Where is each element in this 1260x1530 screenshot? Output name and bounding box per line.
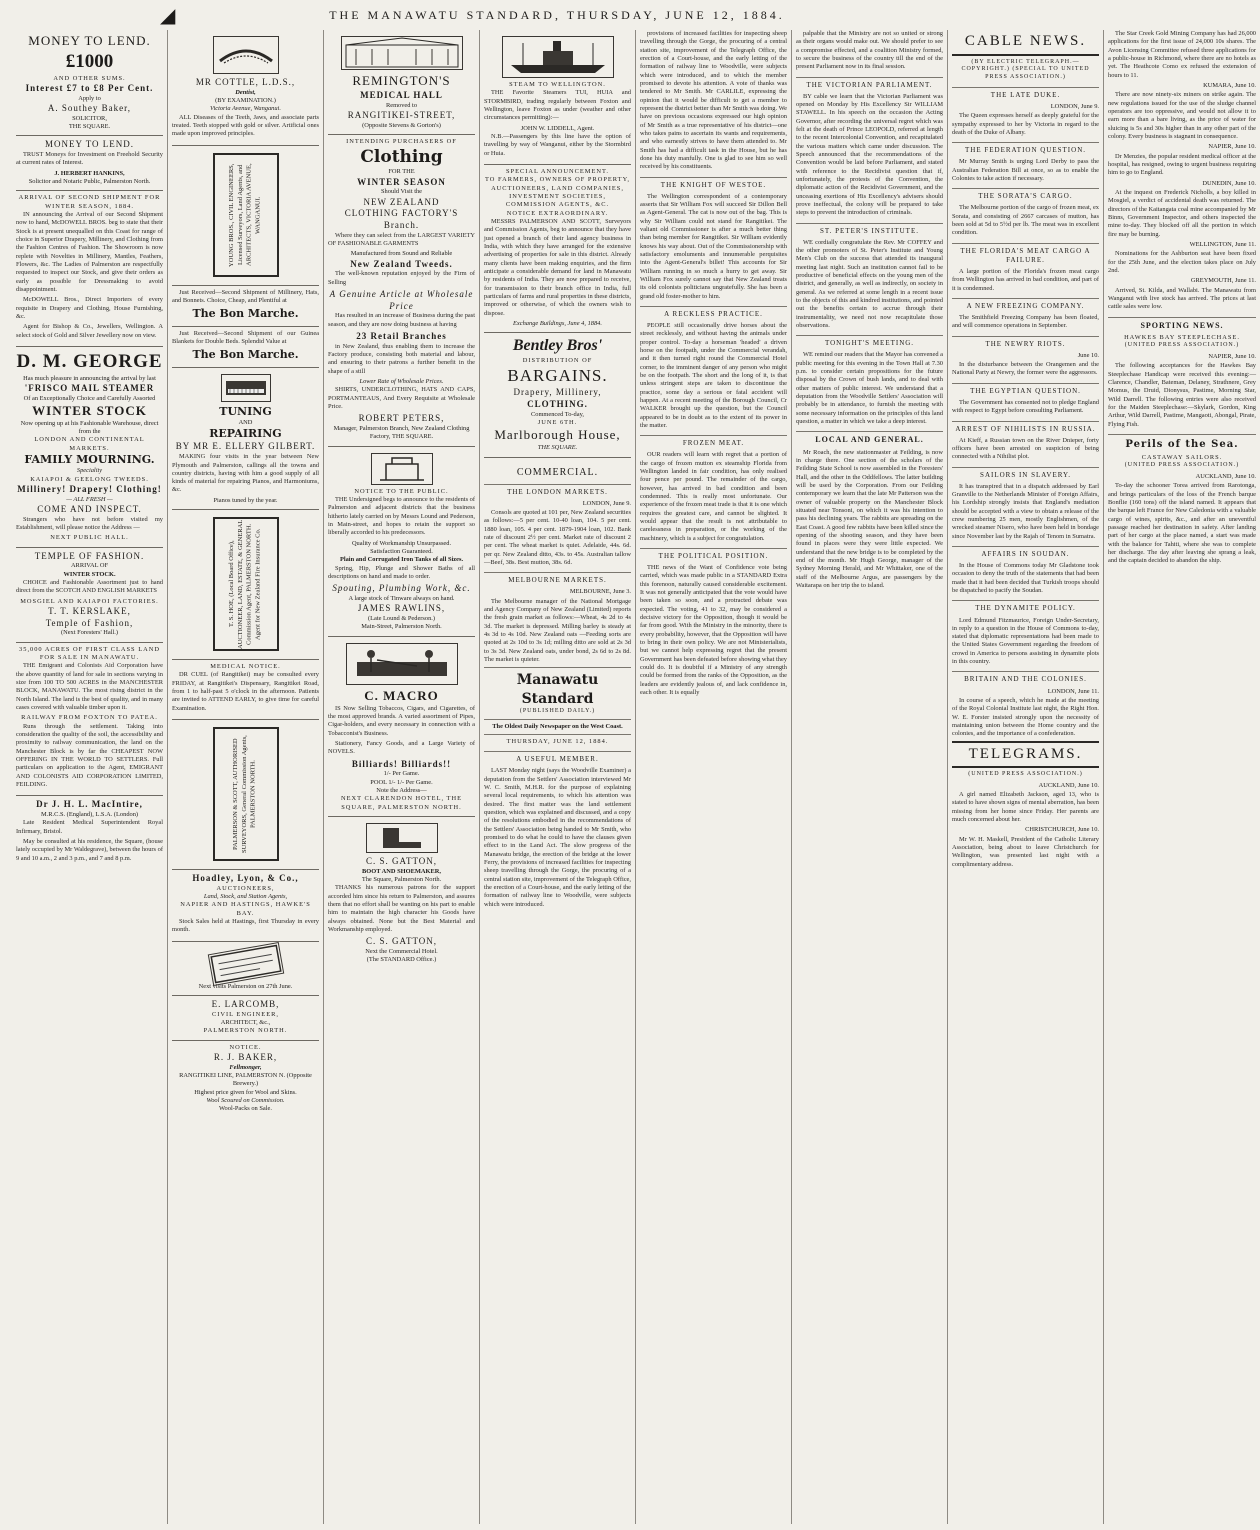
ad-notice-body: THE Undersigned begs to announce to the residents of Palmerston and adjacent districts that the business hitherto lately carried on by Messrs Lound and Pederson, in Main-street, and hopes to retain the support so liberally accorded to his predecessors.	[328, 496, 475, 537]
ad-billiards: Billiards! Billiards!!	[351, 758, 452, 769]
ad-name: C. MACRO	[364, 687, 439, 703]
frozen-meat-heading: FROZEN MEAT.	[640, 435, 787, 448]
commercial-heading: COMMERCIAL.	[516, 466, 599, 478]
tinware-illustration-icon	[371, 453, 433, 485]
ad-name: MR COTTLE, L.D.S.,	[195, 77, 296, 87]
column-2	[168, 30, 324, 1524]
sorata-heading: THE SORATA'S CARGO.	[952, 188, 1099, 201]
column-5	[636, 30, 792, 1524]
nihilists-heading: ARREST OF NIHILISTS IN RUSSIA.	[952, 421, 1099, 434]
ad-text: T. S. HOE, (Local Board Office), AUCTIONEER, LAND, ESTATE, & GENERAL Commission Agent, PALMERSTON NORTH. Agent for New Zealand Fire Insurance Co.	[227, 519, 262, 649]
greymouth-dateline: GREYMOUTH, June 11.	[1190, 277, 1256, 285]
ad-address: The Square, Palmerston North.	[361, 875, 442, 883]
published-daily: (PUBLISHED DAILY.)	[519, 707, 596, 714]
ad-name: BY MR E. ELLERY GILBERT.	[175, 441, 316, 452]
ad-where: Where they can select from the LARGEST VARIETY OF FASHIONABLE GARMENTS	[328, 231, 475, 248]
newry-dateline: June 10.	[1077, 351, 1099, 359]
ad-winter-stock: WINTER STOCK	[32, 402, 147, 418]
ad-steamers	[484, 30, 631, 165]
ad-name: The Bon Marche.	[192, 348, 299, 362]
castaway-body: To-day the schooner Torea arrived from Rarotonga, and brings particulars of the loss of the French barque Bonflie (160 tons) off the island named. It appears that the barque left France for New Caledonia with a valuable cargo of wines, spirits, &c., and after an uneventful passage reached her destination in safety. After landing part of her cargo at the place named, a start was made with the balance for Tahiti, where she was to complete her discharge. The day after leaving she sprang a leak, and the captain decided to abandon the ship.	[1108, 482, 1256, 565]
useful-member-heading: A USEFUL MEMBER.	[484, 751, 631, 764]
column-1	[12, 30, 168, 1524]
britain-dateline: LONDON, June 11.	[1047, 687, 1099, 695]
reckless-practice-body: PEOPLE still occasionally drive horses about the street recklessly, and without having the animals under proper control. To-day a horseman 'headed' a driven horse on the footpath, under the Commercial verandah, and it then turned right round the Commercial Hotel corner, to the imminent danger of any person who might be on the footpath. The short and the long of it, is that unless stringent steps are taken to discontinue the practice, some day a serious or fatal accident will happen. At a recent meeting of the Borough Council, Cr WALKER brought up the question, but the Council appeared to be in doubt as to the extent of its power in the matter.	[640, 322, 787, 429]
ad-subtitle: AND OTHER SUMS.	[53, 74, 126, 82]
ad-land-sale	[16, 643, 163, 797]
knight-of-westoe-body: The Wellington correspondent of a contemporary asserts that Sir William Fox will succeed Sir Dillon Bell as Agent-General. The cat is now out of the bag. This is why Sir William could not stand for Rangitikei. The valiant old Commissioner is after a much better thing than being member for Rangitikei. Sir William evidently knows his way about. Out of the Commissionership with satisfactory emoluments and innumerable perquisites into the Agent-General's billet! This accounts for Sir William running in so much a hurry to get away. Sir William Fox surely cannot say that New Zealand treats its old colonists politicians ungratefully. She has been a grand old foster-mother to him.	[640, 192, 787, 300]
local-general-heading: LOCAL AND GENERAL.	[796, 431, 943, 445]
ad-family-mourning: FAMILY MOURNING.	[24, 453, 155, 467]
cable-news-subheading: (BY ELECTRIC TELEGRAPH.—COPYRIGHT.) (SPECIAL TO UNITED PRESS ASSOCIATION.)	[961, 58, 1090, 81]
ad-name: The Bon Marche.	[192, 307, 299, 321]
ad-title: STEAM TO WELLINGTON.	[509, 81, 606, 88]
ad-address: NEXT PUBLIC HALL.	[50, 534, 129, 542]
ad-next: Next the Commercial Hotel.	[365, 947, 438, 955]
florida-heading: THE FLORIDA'S MEAT CARGO A FAILURE.	[952, 243, 1099, 265]
ad-exam: (BY EXAMINATION.)	[215, 97, 276, 105]
sorata-body: The Melbourne portion of the cargo of frozen meat, ex Sorata, and consisting of 2667 carcases of mutton, has been sold at 5d to 5½d per lb. The meat was in excellent condition.	[952, 204, 1099, 237]
late-duke-heading: THE LATE DUKE.	[952, 87, 1099, 100]
tonights-meeting-heading: TONIGHT'S MEETING.	[796, 335, 943, 348]
ad-name: Hoadley, Lyon, & Co.,	[192, 873, 299, 884]
ad-role: CIVIL ENGINEER,	[212, 1010, 279, 1018]
auckland-dateline: AUCKLAND, June 10.	[1038, 781, 1099, 789]
ad-agent: Agent for Bishop & Co., Jewellers, Wellington. A select stock of Gold and Silver Jewellery now on view.	[16, 323, 163, 339]
nihilists-body: At Kieff, a Russian town on the River Dnieper, forty officers have been arrested on suspicion of being connected with a Nihilist plot.	[952, 436, 1099, 461]
reckless-practice-heading: A RECKLESS PRACTICE.	[640, 306, 787, 319]
ad-body: Stock Sales held at Hastings, first Thursday in every month.	[172, 918, 319, 934]
ad-name: REMINGTON'S	[352, 73, 451, 88]
ad-land: Land, Stock, and Station Agents,	[203, 893, 288, 901]
ad-stamp-visit	[172, 942, 319, 996]
ad-manager: ROBERT PETERS,	[358, 413, 445, 424]
ad-bon-marche-1	[172, 286, 319, 327]
column-7	[948, 30, 1104, 1524]
ad-genuine: A Genuine Article at Wholesale Price	[329, 289, 474, 311]
soudan-heading: AFFAIRS IN SOUDAN.	[952, 546, 1099, 559]
christchurch-dateline: CHRISTCHURCH, June 10.	[1025, 826, 1099, 834]
ad-railway: RAILWAY FROM FOXTON TO PATEA.	[21, 714, 158, 722]
napier-dateline: NAPIER, June 10.	[1208, 143, 1256, 151]
ad-bargains: BARGAINS.	[507, 366, 608, 386]
ad-tuned: Pianos tuned by the year.	[213, 496, 278, 504]
ad-lower-rate: Lower Rate of Wholesale Prices.	[359, 378, 444, 386]
masthead: THE MANAWATU STANDARD, THURSDAY, JUNE 12, 1884.	[329, 8, 785, 22]
auckland-body: A girl named Elizabeth Jackson, aged 13, who is stated to have shown signs of mental aberration, has been missing from her home since Friday. Her parents are much concerned about her.	[952, 791, 1099, 824]
ad-larcomb	[172, 996, 319, 1041]
ad-tuning: TUNING	[219, 404, 272, 418]
ad-for-the: FOR THE	[388, 168, 415, 176]
billiards-illustration-icon	[346, 643, 458, 685]
shopfront-illustration-icon	[341, 36, 463, 70]
steeplechase-body: The following acceptances for the Hawkes Bay Steeplechase Handicap were received this evening:—Clarence, Chandler, Bateman, Delaney, Strathnere, Grey Momus, the Druid, Dionysus, Pastime, Morning Star, Wild Darrell. The following entries were also received for the Maiden Steeplechase:—Skylark, Gordon, King Arthur, Wild Darrell, Pastime, Mangaoti, Abongal, Pirate, Flying Fish.	[1108, 362, 1256, 428]
telegrams-continued-body: The Star Creek Gold Mining Company has had 26,000 applications for the first issue of 24,000 10s shares. The Avon Licensing Committee refused three applications for a public-house in Richmond, where there are no hotels as yet. The Heathcote Como ex refused the extension of hours to 11.	[1108, 30, 1256, 79]
knight-of-westoe-heading: THE KNIGHT OF WESTOE.	[640, 177, 787, 190]
ad-address: RANGITIKEI LINE, PALMERSTON N. (Opposite Brewery.)	[179, 1072, 312, 1088]
ad-address: Victoria Avenue, Wanganui.	[210, 105, 281, 113]
newry-heading: THE NEWRY RIOTS.	[952, 336, 1099, 349]
ad-medical-hall: MEDICAL HALL	[360, 89, 443, 100]
london-markets-body: Consols are quoted at 101 per, New Zealand securities as follows:—5 per cent. 10-40 loan, 104. 5 per cent. 1880 loan, 105. 4 per cent. 1879-1904 loan, 102. Bank rate of discount 2½ per cent. Market rate of discount 2 per cent. The wheat market is quiet. Adelaide, 44s. 6d. per qr. New Zealand ditto, 43s. to 45s. Australian tallow—Beef, 38s. Best mutton, 38s. 6d.	[484, 509, 631, 567]
ad-should-visit: Should Visit the	[380, 188, 423, 196]
ad-role: Dentist,	[235, 88, 256, 96]
egyptian-body: The Government has consented not to pledge England with respect to Egypt before consulting Parliament.	[952, 398, 1099, 415]
ad-temple-of-fashion	[16, 548, 163, 643]
issue-date: THURSDAY, JUNE 12, 1884.	[506, 737, 609, 745]
ad-branches: 23 Retail Branches	[356, 331, 447, 342]
ad-sign: McDOWELL Bros., Direct Importers of every requisite in Drapery and Clothing, House Furnishing, &c.	[16, 296, 163, 320]
newspaper-title: Manawatu Standard	[516, 672, 599, 707]
ad-body: THANKS his numerous patrons for the support accorded him since his return to Palmerston, and assures them that no effort shall be wanting on his part to enable him to maintain the high character his Goods have always obtained. None but the Best Material and Workmanship employed.	[328, 884, 475, 933]
vertical-ad-box	[213, 517, 279, 651]
corner-mark-icon: ◢	[160, 3, 176, 27]
ad-tweeds: New Zealand Tweeds.	[350, 258, 453, 269]
ad-apply: Apply to	[78, 94, 101, 102]
ad-text: YOUNG BROS., CIVIL ENGINEERS, Licensed Surveyors, Land Agents, and ARCHITECTS, VICTORIA AVENUE, WANGANUI.	[227, 162, 262, 267]
castaway-heading: CASTAWAY SAILORS.	[1141, 453, 1223, 461]
piano-illustration-icon	[221, 374, 271, 402]
london-dateline: LONDON, June 9.	[582, 499, 631, 507]
ad-name: D. M. GEORGE	[16, 350, 163, 372]
ad-name: Dr J. H. L. MacIntire,	[36, 799, 143, 810]
wellington-dateline: WELLINGTON, June 11.	[1189, 240, 1256, 248]
st-peters-body: WE cordially congratulate the Rev. Mr COFFEY and the other promoters of St. Peter's Institute and Young Men's Club on the success that attended its inaugural meeting last night. Such an institution cannot fail to be productive of beneficial effects on the young men of the district, and generally, as well as indirectly, on society in general. As we referred at some length in a recent issue to the objects of this and kindred institutions, and pointed out the benefits certain to accrue through their instrumentality, we need not now recapitulate those observations.	[796, 238, 943, 330]
ad-stationery: Stationery, Fancy Goods, and a Large Variety of NOVELS.	[328, 739, 475, 756]
ad-title: SPECIAL ANNOUNCEMENT.	[505, 167, 609, 175]
ad-temple: Temple of Fashion,	[45, 617, 134, 628]
ad-place: PALMERSTON NORTH.	[203, 1027, 288, 1035]
local-general-body: Mr Roach, the new stationmaster at Feilding, is now in charge there. One section of the scholars of the Feilding State School is now assembled in the Foresters' Hall, and the other in the Oddfellows. The latter building will be used by the Corporation. From our Feilding contemporary we learn that the late Mr Patterson was the owner of valuable property on the Manchester Block situated near Tonsoni, on which it was his intention to pass his declining years. The rabbits are spreading on the East Coast. A good few rabbits have been killed since the opening of the shooting season, and they have been found in places were they were little expected. We understand that the new bridge is to be completed by the end of the month. Mr Hugh George, manager of the Sydney Morning Herald, and Mr Whittaker, one of the staff of the Melbourne Argus, are passengers by the Waitarapa on her trip the to island.	[796, 448, 943, 590]
ad-markets: LONDON AND CONTINENTAL MARKETS.	[34, 436, 145, 452]
ad-special-announcement	[484, 165, 631, 333]
ad-name: A. Southey Baker,	[47, 102, 132, 113]
freezing-heading: A NEW FREEZING COMPANY.	[952, 298, 1099, 311]
ad-t-s-hoe	[172, 510, 319, 660]
ad-body: ALL Diseases of the Teeth, Jaws, and associate parts treated. Teeth stopped with gold or silver. Artificial ones made upon improved principles.	[172, 113, 319, 138]
ad-body: IN announcing the Arrival of our Second Shipment now to hand, McDOWELL BROS. beg to state that their Stock is at present unequalled on this Coast for range of choice in Superior Drapery, Millinery, and Clothing from the Fashion Centres of Fashion. The Showroom is now replete with Novelties in Millinery, Mantles, Feathers, Flowers, &c. The Ladies of Palmerston are respectfully requested to inspect our Stock, and give their orders as early as possible for Dressmaking to avoid disappointment.	[16, 210, 163, 293]
ad-house: Marlborough House,	[494, 427, 621, 443]
ad-address: NAPIER AND HASTINGS, HAWKE'S BAY.	[180, 901, 311, 917]
napier-body: Dr Menzies, the popular resident medical officer at the hospital, has resigned, owing to urgent business requiring him to go to England.	[1108, 152, 1256, 177]
melbourne-markets-heading: MELBOURNE MARKETS.	[484, 572, 631, 585]
melbourne-markets-body: The Melbourne manager of the National Mortgage and Agency Company of New Zealand (Limited) reports the fresh grain market as follows:—Wheat, 4s 2d to 4s 3d. The market is depressed. Milling barley is steady at 4s 3d to 4s 10d. New Zealand oats —Feeding sorts are quoted at 2s 10d to 3s 1d; milling ditto are sold at 2s 3d to 3s 3d. New Zealand oats, under bond, 2s 6d to 2s 8d. The market is quieter.	[484, 597, 631, 664]
boot-illustration-icon	[366, 823, 438, 853]
ad-and: AND	[238, 418, 253, 426]
ad-role: BOOT AND SHOEMAKER,	[362, 867, 441, 875]
ad-factories: MOSGIEL AND KAIAPOI FACTORIES.	[20, 597, 159, 605]
ad-text: PALMERSON & SCOTT, AUTHORISED SURVEYORS, General Commission Agents, PALMERSTON NORTH.	[232, 735, 257, 853]
britain-heading: BRITAIN AND THE COLONIES.	[952, 671, 1099, 684]
ad-name: T. T. KERSLAKE,	[48, 606, 131, 617]
soudan-body: In the House of Commons today Mr Gladstone took occasion to deny the truth of the statements that had been made that it had been decided that Turkish troops should be dispatched to pacify the Soudan.	[952, 562, 1099, 595]
tonights-meeting-body: WE remind our readers that the Mayor has convened a public meeting for this evening in the Town Hall at 7.30 p.m. to consider certain propositions for the future disposal by the Crown of bush lands, and to deal with other matters of public interest. We understand that a deputation from the Woodville Settlers' Association will probably be in attendance, to furnish the meeting with some necessary information on the principles of this land question, a matter in which we take a deep interest.	[796, 351, 943, 426]
ad-clothing: CLOTHING.	[527, 399, 588, 410]
christchurch-body: Mr W. H. Maskell, President of the Catholic Literary Association, being about to leave Christchurch for Wellington, was presented last night with a complimentary address.	[952, 835, 1099, 868]
castaway-dateline: AUCKLAND, June 10.	[1195, 473, 1256, 481]
ad-title: ARRIVAL OF SECOND SHIPMENT FOR WINTER SEASON, 1884.	[18, 194, 161, 210]
ad-baker	[172, 1041, 319, 1118]
ad-amount: £1000	[65, 50, 114, 72]
wellington-body: Nominations for the Ashburton seat have been fixed for the 25th June, and the election takes place on July 2nd.	[1108, 250, 1256, 274]
column-3	[324, 30, 480, 1524]
ad-to: TO FARMERS, OWNERS OF PROPERTY, AUCTIONEERS, LAND COMPANIES, INVESTMENT SOCIETIES, COMMISSION AGENTS, &C.	[485, 176, 630, 209]
ad-manager-role: Manager, Palmerston Branch, New Zealand Clothing Factory, THE SQUARE.	[333, 425, 470, 441]
ad-young-bros	[172, 146, 319, 286]
ad-name: C. S. GATTON,	[365, 855, 438, 866]
ad-repairing: REPAIRING	[209, 427, 282, 441]
ad-notice-title: NOTICE TO THE PUBLIC.	[354, 487, 449, 495]
ad-spouting: Spouting, Plumbing Work, &c.	[332, 583, 471, 594]
ad-title: TEMPLE OF FASHION.	[34, 550, 145, 561]
telegrams-heading: TELEGRAMS.	[952, 741, 1099, 769]
melbourne-dateline: MELBOURNE, June 3.	[569, 588, 631, 596]
ad-address: (Next Foresters' Hall.)	[60, 629, 119, 637]
kumara-body: There are now ninety-six miners on strike again. The new regulations issued for the use of the sludge channel operators are too oppressive, and would not allow it to earn more than a bare living, as the price of water for sluicing is 5s and 30s higher than in any other part of the colony. Every business is stagnant in consequence.	[1108, 91, 1256, 140]
vertical-ad-box	[213, 727, 279, 861]
column-4	[480, 30, 636, 1524]
ad-hoadley-lyon	[172, 870, 319, 942]
ad-come: COME AND INSPECT.	[37, 504, 142, 515]
ad-billiards-price: 1/- Per Game.	[383, 770, 420, 778]
ad-title: 35,000 ACRES OF FIRST CLASS LAND FOR SALE IN MANAWATU.	[19, 645, 160, 662]
ad-macintire	[16, 796, 163, 869]
ad-resulted: Has resulted in an increase of Business during the past season, and they are now doing business at having	[328, 312, 475, 328]
ad-macro	[328, 637, 475, 817]
ad-visits: Next visits Palmerston on 27th June.	[198, 982, 293, 990]
ad-name: R. J. BAKER,	[213, 1052, 278, 1063]
ad-factory: CLOTHING FACTORY'S	[344, 208, 459, 219]
sailors-body: It has transpired that in a dispatch addressed by Earl Granville to the Netherlands Minister of Foreign Affairs, his Lordship strongly insists that England's mediation should be accepted with a view to obtain a release of the crew numbering 25 men, mostly Englishmen, of the wrecked steamer Nisero, who have been held in bondage since November last by the Rajah of Tenom in Sumatra.	[952, 482, 1099, 540]
ad-branch: Branch.	[383, 220, 420, 231]
ad-role: AUCTIONEERS,	[216, 884, 275, 892]
ad-june: JUNE 6TH.	[537, 419, 578, 427]
ad-spring: Spring, Hip, Plunge and Shower Baths of all descriptions on hand and made to order.	[328, 564, 475, 581]
ad-satisfaction: Satisfaction Guaranteed.	[370, 548, 433, 556]
ad-distribution: DISTRIBUTION OF	[522, 356, 593, 364]
ad-remington	[328, 30, 475, 135]
ad-name: E. LARCOMB,	[211, 999, 280, 1010]
ad-place: THE SQUARE.	[68, 122, 111, 130]
telegrams-subheading: (UNITED PRESS ASSOCIATION.)	[968, 771, 1083, 778]
ad-bentley-bros	[484, 333, 631, 457]
column-6	[792, 30, 948, 1524]
dynamite-heading: THE DYNAMITE POLICY.	[952, 600, 1099, 613]
ad-body: CHOICE and Fashionable Assortment just to hand direct from the SCOTCH AND ENGLISH MARKETS	[16, 579, 163, 595]
ad-nb: N.B.—Passengers by this line have the option of travelling by way of Wanganui, either by the Stormbird or Huia.	[484, 132, 631, 157]
ad-winter-season: WINTER SEASON	[357, 176, 446, 187]
frozen-meat-body: OUR readers will learn with regret that a portion of the cargo of frozen mutton ex steamship Florida from Wellington landed in fair condition, has only realised four pence per pound. The remainder of the cargo, however, has arrived in bad condition and been condemned. This is really most unfortunate. Our experience of the frozen meat trade is that it is one which requires the greatest care, and cannot be slighted. It would appear that the result is not attributable to carelessness in preparation, or the working of the machinery, which is a subject for congratulation.	[640, 451, 787, 542]
st-peters-heading: ST. PETER'S INSTITUTE.	[796, 223, 943, 236]
newry-body: In the disturbance between the Orangemen and the National Party at Newry, the former were the aggressors.	[952, 361, 1099, 377]
ad-body: Just Received—Second Shipment of our Guinea Blankets for Double Beds. Splendid Value at	[172, 329, 319, 345]
article-continued-body: provisions of increased facilities for inspecting sheep travelling through the Gorge, the procuring of a central station site, improvement of the Telegraph Office, the erection of a Court-house, and the early letting of the formation of railway line to Woodville, were subjects which were introduced, and to which the member promised to devote his attention. A vote of thanks was tendered to Mr Smith. Mr CARLILE, expressing the opinion that it would be difficult to get a member to represent the district better than Mr Smith was doing. We have on previous occasions expressed our high opinion of Mr Smith as a true representative of his district—one who takes pains to ascertain its wants and requirements, and who earnestly strives to have them attended to. Mr Smith has had a difficult task in the House, but he has done his duty manfully. One is glad to see him so well received by his constituents.	[640, 30, 787, 171]
ad-role: SOLICITOR,	[72, 114, 107, 122]
ad-manufactured: Manufactured from Sound and Reliable	[350, 250, 453, 258]
ad-notice: NOTICE EXTRAORDINARY.	[506, 209, 609, 217]
ad-body: IS Now Selling Tobaccos, Cigars, and Cigarettes, of the most approved brands. A varied assortment of Pipes, Cigar-holders, and every necessary in connection with a Tobacconist's Business.	[328, 704, 475, 737]
greymouth-body: Arrived, St. Kilda, and Wallabi. The Manawatu from Wanganui with live stock has arrived. The prices at last cattle sales were low.	[1108, 286, 1256, 311]
ad-cottle-dentist	[172, 30, 319, 146]
ad-tinware: A large stock of Tinware always on hand.	[348, 595, 455, 603]
ad-body: Late Resident Medical Superintendent Royal Infirmary, Bristol.	[16, 819, 163, 835]
political-position-heading: THE POLITICAL POSITION.	[640, 548, 787, 561]
ad-date: Exchange Buildings, June 4, 1884.	[513, 319, 602, 327]
ad-title: MONEY TO LEND.	[28, 33, 151, 48]
egyptian-heading: THE EGYPTIAN QUESTION.	[952, 383, 1099, 396]
ad-steamer: 'FRISCO MAIL STEAMER	[24, 382, 155, 393]
sailors-heading: SAILORS IN SLAVERY.	[952, 467, 1099, 480]
useful-member-body: LAST Monday night (says the Woodville Examiner) a deputation from the Settlers' Association interviewed Mr W. C. Smith, M.H.R. for the purpose of explaining several local requirements, to which his attention was desired. The first matter was the land settlement question, which was explained and discussed, and a copy of the resolutions embodied in the recommendations of the Settlers' Association being handed to Mr Smith, who promised to do what he could to have the clauses given effect to in the Land Act. The slow progress of the Manawatu bridge, the erection of the bridge at the lower Ferry, the provisions of increased facilities for inspecting sheep travelling through the Gorge, the procuring of a central station site, improvement of the Telegraph Office, the erection of a Court-house, and the early letting of the formation of railway line to Woodville, were subjects which were introduced.	[484, 767, 631, 908]
dentures-illustration-icon	[213, 36, 279, 74]
perils-of-the-sea-heading: Perils of the Sea.	[1108, 434, 1256, 451]
ad-sign: C. S. GATTON,	[365, 936, 438, 947]
ad-notice: NOTICE.	[229, 1043, 262, 1051]
ad-strangers: Strangers who have not before visited my Establishment, will please notice the Address —	[16, 515, 163, 532]
ad-speciality: Speciality	[76, 467, 103, 475]
florida-body: A large portion of the Florida's frozen meat cargo from Wellington has arrived in bad condition, and part of it is condemned.	[952, 267, 1099, 292]
ad-role: Solicitor and Notaric Public, Palmerston North.	[28, 177, 151, 185]
ad-iron: Plain and Corrugated Iron Tanks of all Sizes.	[339, 556, 464, 564]
vertical-ad-box	[213, 153, 279, 277]
ad-millinery: Millinery! Drapery! Clothing!	[17, 484, 162, 495]
ad-open: Now opening up at his Fashionable Warehouse, direct from the	[20, 419, 159, 436]
cable-news-heading: CABLE NEWS.	[952, 32, 1099, 56]
ad-name: JAMES RAWLINS,	[357, 603, 446, 614]
stamp-illustration-icon	[207, 942, 283, 986]
ad-gatton	[328, 817, 475, 969]
ad-role: Fellmonger,	[229, 1063, 262, 1071]
ad-palmerson-scott	[172, 720, 319, 870]
ad-intro: Has much pleasure in announcing the arrival by last	[23, 374, 156, 382]
steeplechase-subheading: (UNITED PRESS ASSOCIATION.)	[1124, 342, 1240, 349]
ad-removed: Removed to	[385, 101, 418, 109]
oldest-daily: The Oldest Daily Newspaper on the West Coast.	[492, 722, 623, 730]
ad-street: RANGITIKEI-STREET,	[347, 109, 456, 120]
kumara-dateline: KUMARA, June 10.	[1203, 81, 1256, 89]
ad-note: Note the Address—	[376, 786, 427, 794]
late-duke-body: The Queen expresses herself as deeply grateful for the sympathy expressed to her by Victoria in regard to the death of the Duke of Albany.	[952, 112, 1099, 136]
federation-heading: THE FEDERATION QUESTION.	[952, 142, 1099, 155]
dunedin-dateline: DUNEDIN, June 10.	[1202, 179, 1256, 187]
ad-arrival	[16, 191, 163, 347]
ad-commenced: Commenced To-day,	[531, 410, 584, 418]
ad-name: J. HERBERT HANKINS,	[54, 169, 125, 177]
ad-pool: POOL 1/- 1/- Per Game.	[370, 778, 433, 786]
federation-body: Mr Murray Smith is urging Lord Derby to pass the Australian Federation Bill at once, so as to enable the Colonies to take action if necessary.	[952, 158, 1099, 183]
ad-name: Bentley Bros'	[512, 337, 603, 355]
column-8	[1104, 30, 1260, 1524]
victorian-parliament-body: BY cable we learn that the Victorian Parliament was opened on Monday by His Excellency Sir WILLIAM STAWELL. In his speech on the occasion the Acting Governor, after recording the universal regret which was felt at the death of Prince LEOPOLD, referred at length to the recent Intercolonial Convention, and recapitulated the various matters which came under discussion. The Speech announced that the recommendations of the Convention would be laid before Parliament, and stated with reference to the Recidivist question that if, unfortunately, the protests of the Convention, the diplomatic action of the Recidivist Government, and the unceasing exertions of His Excellency's advisers should prove ineffectual, the colony will be prepared to take steps to prevent the introduction of criminals.	[796, 92, 943, 217]
ad-tweeds: KAIAPOI & GEELONG TWEEDS.	[30, 475, 149, 483]
dunedin-body: At the inquest on Frederick Nicholls, a boy killed in Mosgiel, a verdict of accidental death was returned. The directors of the Kaitangata coal mine accompanied by Mr Binns, Government Inspector, and others inspected the mine to-day. They blocked off all the portion in which fire may be burning.	[1108, 188, 1256, 238]
ad-medical-notice	[172, 660, 319, 720]
ad-square: THE SQUARE.	[537, 444, 578, 452]
ad-address: NEXT CLARENDON HOTEL, THE SQUARE, PALMERSTON NORTH.	[341, 795, 462, 811]
ad-shirts: SHIRTS, UNDERCLOTHING, HATS AND CAPS, PORTMANTEAUS, And Every Requisite at Wholesale Price.	[328, 386, 475, 411]
ad-agent: JOHN W. LIDDELL, Agent.	[520, 124, 595, 132]
ad-late: (Late Lound & Pederson.)	[367, 615, 436, 623]
article-continued-body: palpable that the Ministry are not so united or strong as their organs would make out. We should prefer to see a compromise effected, and a coalition Ministry formed, to secure the business of the country till the end of the present Parliament now in its final session.	[796, 30, 943, 71]
ad-clothing: Clothing	[360, 147, 443, 168]
ad-reputation: The well-known reputation enjoyed by the Firm of Selling	[328, 270, 475, 286]
london-markets-heading: THE LONDON MARKETS.	[484, 484, 631, 497]
dynamite-body: Lord Edmund Fitzmaurice, Foreign Under-Secretary, in reply to a question in the House of Commons to-day, stated that diplomatic representations had been made to the United States Government regarding the freedom of crowd in America to persons assisting in dynamite plots in this country.	[952, 616, 1099, 666]
britain-body: In course of a speech, which he made at the meeting of the Royal Colonial Institute last night, the Right Hon. W. E. Forster insisted strongly upon the necessity of maintaining union between the Home country and the colonies, and the importance of a confederation.	[952, 696, 1099, 738]
ad-packs: Wool-Packs on Sale.	[219, 1105, 272, 1113]
ad-money-to-lend-2	[16, 136, 163, 191]
ad-body-2: May be consulted at his residence, the Square, (house lately occupied by Mr Waldegrave), between the hours of 9 and 10 a.m., 2 and 3 p.m., and 7 and 8 p.m.	[16, 838, 163, 862]
ad-money-to-lend	[16, 30, 163, 136]
ad-body: MAKING four visits in the year between New Plymouth and Palmerston, callings all the towns and country districts, having with him a good supply of all kinds of material for repairing Pianos, and Harmoniums, &c.	[172, 453, 319, 494]
ad-drapery: Drapery, Millinery,	[513, 387, 602, 398]
ad-body-2: Runs through the settlement. Taking into consideration the quality of the soil, the accessibility and proximity to railway communication, the land on the Manchester Block is by far the CHEAPEST NOW OFFERING IN THE WORLD TO SETTLERS. Full particulars on application to the Agent, EMIGRANT AND COLONISTS AID CORPORATION LIMITED, FEILDING.	[16, 722, 163, 788]
steeplechase-heading: HAWKES BAY STEEPLECHASE.	[1124, 333, 1240, 341]
ad-title: MONEY TO LEND.	[44, 139, 135, 150]
freezing-body: The Smithfield Freezing Company has been floated, and will commence operations in September.	[952, 314, 1099, 330]
ad-body: DR CUEL (of Rangitikei) may be consulted every FRIDAY, at Rangitikei's Dispensary, Rangitikei Road, from 1 to half-past 5 o'clock in the afternoon. Patients are invited to ATTEND EARLY, to give time for careful Examination.	[172, 671, 319, 712]
victorian-parliament-heading: THE VICTORIAN PARLIAMENT.	[796, 77, 943, 90]
ad-branches-body: in New Zealand, thus enabling them to increase the Factory produce, consisting both material and labour, and ensuring to their patrons a further benefit in the shape of a still	[328, 342, 475, 375]
ad-bon-marche-2	[172, 327, 319, 368]
newspaper-page	[12, 30, 1256, 1524]
ad-clothing-factory	[328, 135, 475, 447]
ad-all-fresh: — ALL FRESH —	[66, 495, 113, 503]
late-duke-dateline: LONDON, June 9.	[1050, 102, 1099, 110]
ad-arch: ARCHITECT, &c.,	[220, 1019, 271, 1027]
ad-body: MESSRS PALMERSON AND SCOTT, Surveyors and Commission Agents, beg to announce that they have just opened a branch of their land agency business in India, with which they have arranged for the extensive advertising of properties for sale in this district. Already many clients have been making enquiries, and the firm anticipate a considerable demand for land in Manawatu by residents of India. They are now prepared to receive, for transmission to their branch office in India, full particulars of farms and rural properties in these districts, improved or otherwise, of which the owners wish to dispose.	[484, 217, 631, 317]
ad-opposite: (Opposite Stevens & Gorton's)	[362, 121, 441, 129]
castaway-subheading: (UNITED PRESS ASSOCIATION.)	[1124, 462, 1240, 469]
ad-body: Highest price given for Wool and Skins.	[194, 1088, 297, 1096]
ad-office: (The STANDARD Office.)	[366, 956, 437, 964]
ad-quals: M.R.C.S. (England), L.S.A. (London)	[40, 811, 139, 819]
ad-body: THE Favorite Steamers TUI, HUIA and STORMBIRD, trading regularly between Foxton and Wellington, leave Foxton as under (weather and other circumstances permitting):—	[484, 89, 631, 122]
ad-body: THE Emigrant and Colonists Aid Corporation have the above quantity of land for sale in sections varying in size from 100 TO 500 ACRES in the MANCHESTER BLOCK, MANAWATU. The most rising district in the North Island. The land is the best of quality, and in many cases covered with valuable timber upon it.	[16, 662, 163, 712]
ad-address: Main-Street, Palmerston North.	[361, 623, 442, 631]
ad-intending: INTENDING PURCHASERS OF	[346, 137, 457, 145]
ad-winter: WINTER STOCK.	[63, 570, 116, 578]
ad-rawlins	[328, 447, 475, 637]
ad-arrival: ARRIVAL OF	[70, 562, 109, 570]
ad-of: Of an Exceptionally Choice and Carefully Assorted	[23, 394, 156, 402]
steeplechase-dateline: NAPIER, June 10.	[1208, 353, 1256, 361]
ad-nz: NEW ZEALAND	[363, 196, 440, 207]
ad-interest: Interest £7 to £8 Per Cent.	[25, 82, 154, 93]
ad-body: TRUST Moneys for Investment on Freehold Security at current rates of Interest.	[16, 150, 163, 167]
ad-quality: Quality of Workmanship Unsurpassed.	[351, 539, 452, 547]
ad-body: Just Received—Second Shipment of Millinery, Hats, and Bonnets. Choice, Cheap, and Plentiful at	[172, 288, 319, 304]
ad-wool: Wool Scoured on Commission.	[206, 1097, 285, 1105]
sporting-news-heading: SPORTING NEWS.	[1108, 317, 1256, 331]
steamship-illustration-icon	[502, 36, 614, 78]
ad-gilbert-tuning	[172, 368, 319, 511]
political-position-body: THE news of the Want of Confidence vote being carried, which was made public in a STANDARD Extra this forenoon, naturally caused considerable excitement. It was not generally anticipated that the vote would have been taken so soon, and a protracted debate was expected. The voting, 41 to 32, may be considered a decisive victory for the Opposition, though it would be far from good. With the Ministry in the minority, there is every probability, however, that the Opposition will have to bring in their own policy. We are not Ministerialists, but we cannot help expressing regret that the present Government has been defeated before showing what they could do. It is doubtful if a Ministry of any strength could be formed from the ranks of the Opposition, as the leaders are evidently jealous of, and lack confidence in, each other. It is equally	[640, 564, 787, 697]
ad-d-m-george	[16, 347, 163, 548]
ad-title: MEDICAL NOTICE.	[210, 663, 281, 671]
